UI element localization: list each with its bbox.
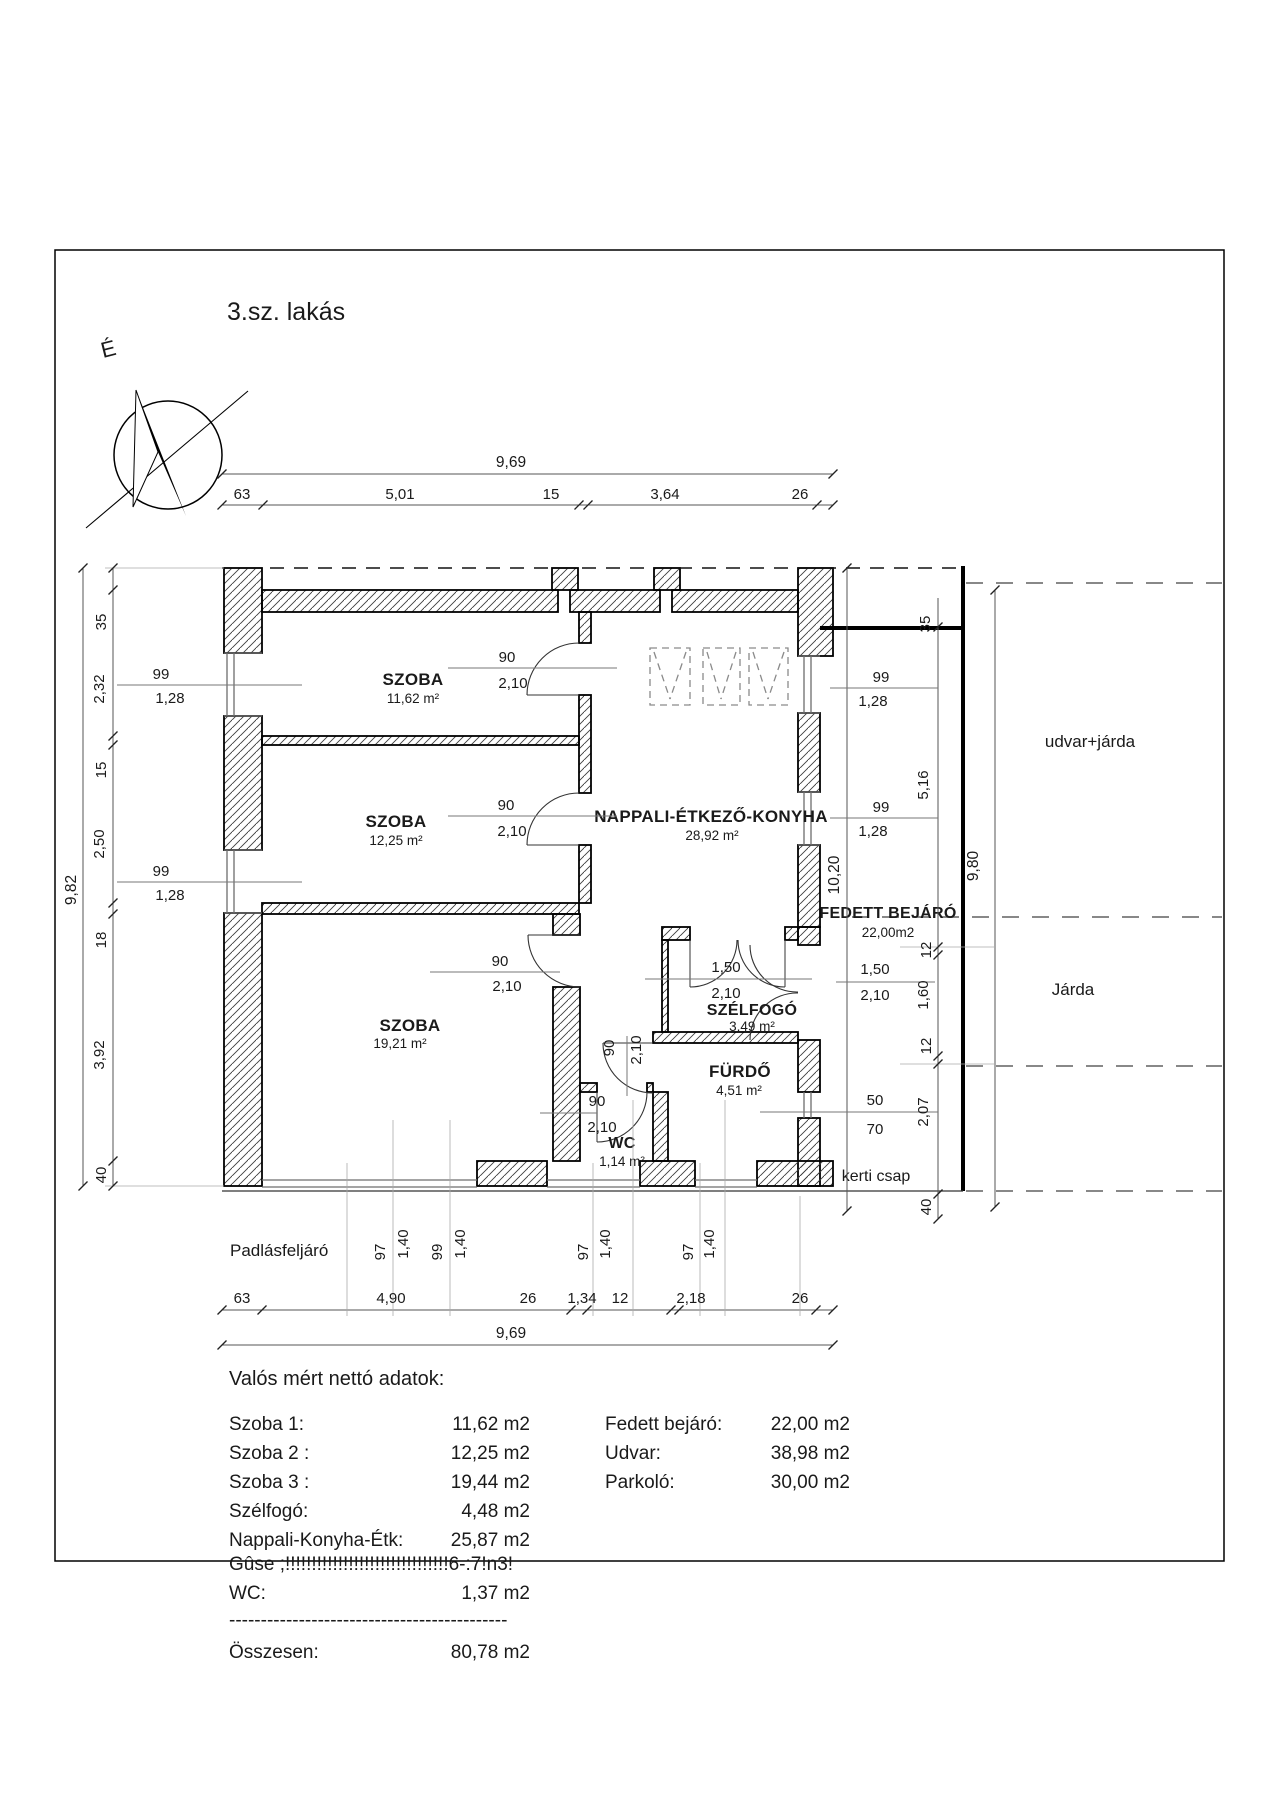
room-szoba2-area: 12,25 m² (369, 833, 423, 848)
room-szelfogo-area: 3,49 m² (729, 1019, 775, 1034)
dim-door3-w: 90 (491, 953, 509, 970)
dim-win2-w: 99 (152, 863, 170, 880)
table-row-value: 19,44 m2 (450, 1472, 530, 1493)
area-table (229, 1368, 850, 1663)
room-wc-name: WC (608, 1135, 636, 1152)
dim-entry-door-h: 2,10 (860, 987, 890, 1004)
dim-door1-h: 2,10 (498, 675, 528, 692)
padlasfeljaro-label: Padlásfeljáró (230, 1241, 329, 1260)
dim-left-c3: 15 (93, 761, 110, 779)
dim-door3-h: 2,10 (492, 978, 522, 995)
dim-bathwin-h: 70 (866, 1121, 884, 1138)
north-label: É (98, 335, 119, 363)
table-header: Valós mért nettó adatok: (229, 1368, 445, 1390)
room-szoba1-name: SZOBA (382, 670, 444, 689)
dim-left-c6: 3,92 (91, 1040, 108, 1070)
dim-bot-c5: 12 (611, 1290, 629, 1307)
north-compass (86, 335, 248, 528)
table-row-label: Udvar: (605, 1443, 661, 1464)
dim-door-furdo-h: 2,10 (628, 1035, 645, 1065)
table-row-value: 22,00 m2 (770, 1414, 850, 1435)
dim-top-c5: 26 (791, 486, 809, 503)
dim-door2-w: 90 (497, 797, 515, 814)
dim-win4-h: 1,28 (858, 823, 888, 840)
table-row-value: 11,62 m2 (452, 1414, 530, 1435)
dim-left-c1: 35 (93, 613, 110, 631)
windows (222, 653, 833, 1191)
dim-right-c4: 1,60 (915, 980, 932, 1010)
dim-left-c2: 2,32 (91, 674, 108, 704)
dim-right-c6: 2,07 (915, 1097, 932, 1127)
room-fedett-name: FEDETT BEJÁRÓ (819, 905, 957, 922)
dim-bot-c4: 1,34 (567, 1290, 597, 1307)
dim-win1-h: 1,28 (155, 690, 185, 707)
room-szoba3-area: 19,21 m² (373, 1036, 427, 1051)
room-fedett-area: 22,00m2 (861, 925, 915, 940)
table-row-label: Szoba 3 : (229, 1472, 310, 1493)
dim-bw4-w: 97 (680, 1243, 697, 1261)
room-wc-area: 1,14 m² (599, 1154, 645, 1169)
dim-bot-c6: 2,18 (676, 1290, 706, 1307)
table-row-value: 25,87 m2 (450, 1530, 530, 1551)
dim-bw2-w: 99 (429, 1243, 446, 1261)
dim-bw2-h: 1,40 (452, 1229, 469, 1259)
dim-bot-c3: 26 (519, 1290, 537, 1307)
dim-bw3-h: 1,40 (597, 1229, 614, 1259)
dim-door1-w: 90 (498, 649, 516, 666)
table-row-value: 1,37 m2 (461, 1583, 530, 1604)
table-row-separator: -------------------------------------------- (229, 1610, 508, 1631)
dimension-texts (63, 454, 982, 1342)
table-row-value: 12,25 m2 (450, 1443, 530, 1464)
dim-bot-c2: 4,90 (376, 1290, 406, 1307)
dim-right-total: 9,80 (965, 850, 982, 882)
dim-left-c7: 40 (93, 1166, 110, 1184)
room-szelfogo-name: SZÉLFOGÓ (706, 1002, 798, 1019)
dim-bw4-h: 1,40 (701, 1229, 718, 1259)
compass-crossline (86, 391, 248, 528)
dim-top-total: 9,69 (495, 454, 527, 471)
dim-bot-c7: 26 (791, 1290, 809, 1307)
dim-top-c4: 3,64 (650, 486, 680, 503)
room-furdo-area: 4,51 m² (716, 1083, 762, 1098)
dim-door-wc-w: 90 (588, 1093, 606, 1110)
dim-right-c1: 35 (917, 615, 934, 633)
dim-right-c5: 12 (918, 1037, 935, 1055)
table-row-label: Szoba 1: (229, 1414, 304, 1435)
room-szoba2-name: SZOBA (365, 812, 427, 831)
dim-win2-h: 1,28 (155, 887, 185, 904)
dim-door-furdo-w: 90 (601, 1039, 618, 1057)
table-row-label: Nappali-Konyha-Étk: (229, 1530, 404, 1551)
compass-needle-outline (133, 390, 158, 507)
dim-top-c3: 15 (542, 486, 560, 503)
dim-szelfogo-door-h: 2,10 (711, 985, 741, 1002)
table-row-value: 30,00 m2 (770, 1472, 850, 1493)
dim-right-c2: 5,16 (915, 770, 932, 800)
jarda-label: Járda (1051, 980, 1095, 999)
dim-right-c3: 12 (918, 941, 935, 959)
dim-win3-h: 1,28 (858, 693, 888, 710)
dim-win3-w: 99 (872, 669, 890, 686)
table-row-label: Összesen: (229, 1642, 319, 1663)
table-row-label: Fedett bejáró: (605, 1414, 723, 1435)
dim-left-c5: 18 (93, 931, 110, 949)
dim-left-total: 9,82 (63, 874, 80, 906)
udvar-jarda-label: udvar+járda (1044, 732, 1136, 751)
table-row-label: WC: (229, 1583, 266, 1604)
drawing-frame (55, 250, 1224, 1561)
kitchen-cabinets-icon (650, 648, 788, 705)
table-row-label: Szélfogó: (229, 1501, 309, 1522)
dim-bottom-total: 9,69 (495, 1325, 527, 1342)
room-nappali-area: 28,92 m² (685, 828, 739, 843)
compass-circle (114, 401, 222, 509)
table-row-label: Szoba 2 : (229, 1443, 310, 1464)
dim-door2-h: 2,10 (497, 823, 527, 840)
table-row-garbled: Gûse ;!!!!!!!!!!!!!!!!!!!!!!!!!!!!!!!6-:7!n3! (229, 1554, 514, 1575)
dim-win1-w: 99 (152, 666, 170, 683)
dim-top-c2: 5,01 (385, 486, 415, 503)
room-furdo-name: FÜRDŐ (709, 1062, 771, 1081)
dim-top-c1: 63 (233, 486, 251, 503)
dim-bot-c1: 63 (233, 1290, 251, 1307)
dim-bw3-w: 97 (575, 1243, 592, 1261)
dim-right-c7: 40 (918, 1198, 935, 1216)
room-szoba1-area: 11,62 m² (386, 691, 440, 706)
table-row-label: Parkoló: (605, 1472, 675, 1493)
dim-bw1-h: 1,40 (395, 1229, 412, 1259)
dim-entry-depth: 10,20 (826, 855, 843, 895)
dim-entry-door-w: 1,50 (860, 961, 890, 978)
dim-bathwin-w: 50 (866, 1092, 884, 1109)
dim-left-c4: 2,50 (91, 829, 108, 859)
dim-win4-w: 99 (872, 799, 890, 816)
dim-door-wc-h: 2,10 (587, 1119, 617, 1136)
dim-bw1-w: 97 (372, 1243, 389, 1261)
dim-szelfogo-door-w: 1,50 (711, 959, 741, 976)
table-row-value: 80,78 m2 (450, 1642, 530, 1663)
table-row-value: 38,98 m2 (770, 1443, 850, 1464)
room-szoba3-name: SZOBA (379, 1016, 441, 1035)
kerti-csap-label: kerti csap (841, 1168, 911, 1185)
table-row-value: 4,48 m2 (461, 1501, 530, 1522)
page-title: 3.sz. lakás (227, 298, 346, 326)
room-nappali-name: NAPPALI-ÉTKEZŐ-KONYHA (594, 807, 828, 826)
